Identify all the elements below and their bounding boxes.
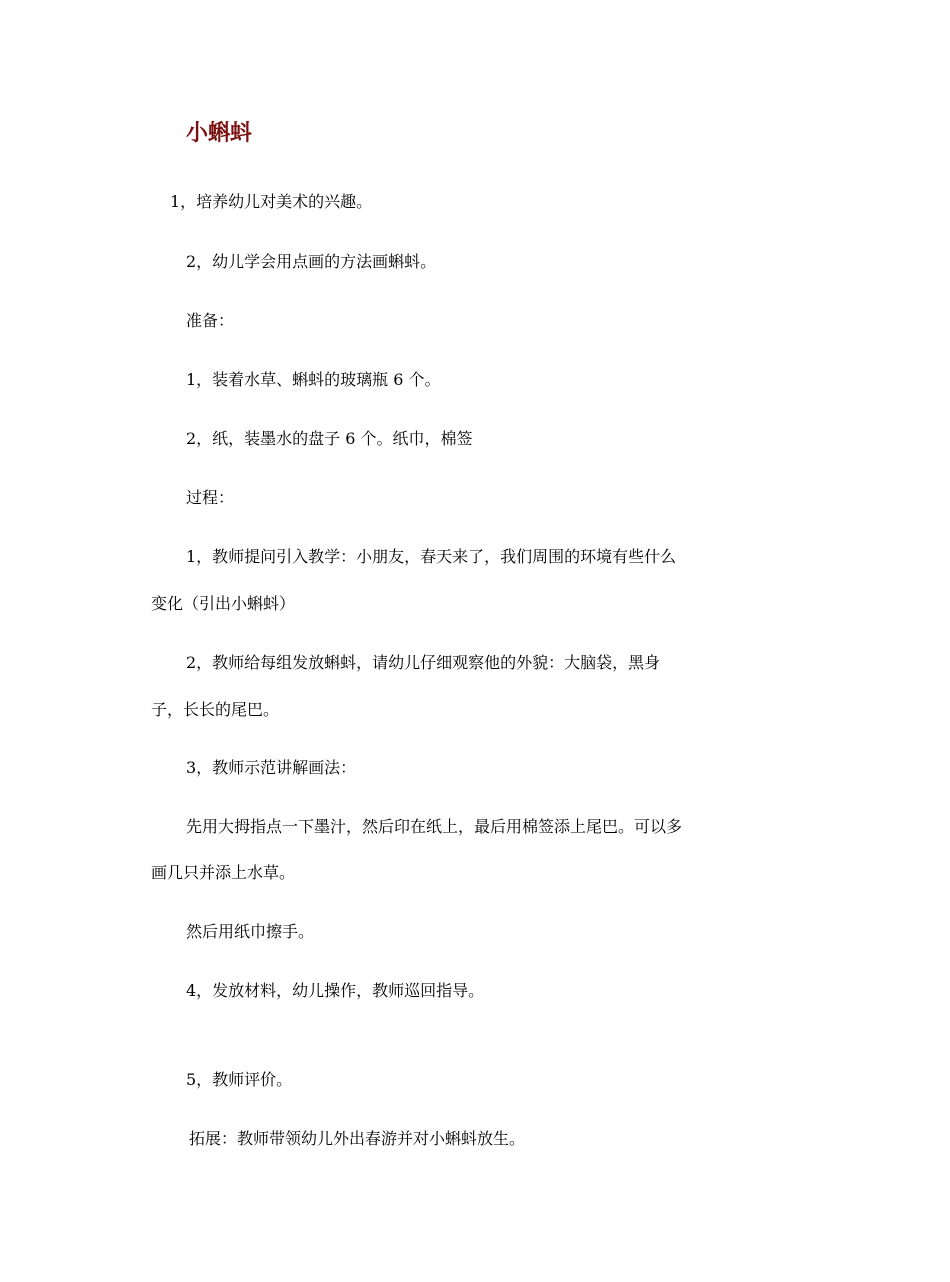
extension-line: 拓展：教师带领幼儿外出春游并对小蝌蚪放生。 [189,1129,526,1148]
goal-line-1: 1，培养幼儿对美术的兴趣。 [170,192,373,211]
process-step-4: 4，发放材料，幼儿操作，教师巡回指导。 [186,981,485,1000]
preparation-item-2: 2，纸，装墨水的盘子 6 个。纸巾，棉签 [186,429,473,448]
process-step-3: 3，教师示范讲解画法： [186,758,357,777]
process-step-1-line-2: 变化（引出小蝌蚪） [151,594,296,613]
method-line-3: 然后用纸巾擦手。 [186,922,315,941]
process-step-2-line-2: 子，长长的尾巴。 [151,700,280,719]
process-heading: 过程： [186,488,235,507]
method-line-2: 画几只并添上水草。 [151,863,296,882]
method-line-1: 先用大拇指点一下墨汁，然后印在纸上，最后用棉签添上尾巴。可以多 [186,817,683,836]
process-step-2-line-1: 2，教师给每组发放蝌蚪，请幼儿仔细观察他的外貌：大脑袋，黑身 [186,653,661,672]
process-step-1-line-1: 1，教师提问引入教学：小朋友，春天来了，我们周围的环境有些什么 [186,547,677,566]
goal-line-2: 2，幼儿学会用点画的方法画蝌蚪。 [186,252,437,271]
process-step-5: 5，教师评价。 [186,1070,293,1089]
preparation-item-1: 1，装着水草、蝌蚪的玻璃瓶 6 个。 [186,370,441,389]
preparation-heading: 准备： [186,311,235,330]
document-title: 小蝌蚪 [186,120,253,146]
